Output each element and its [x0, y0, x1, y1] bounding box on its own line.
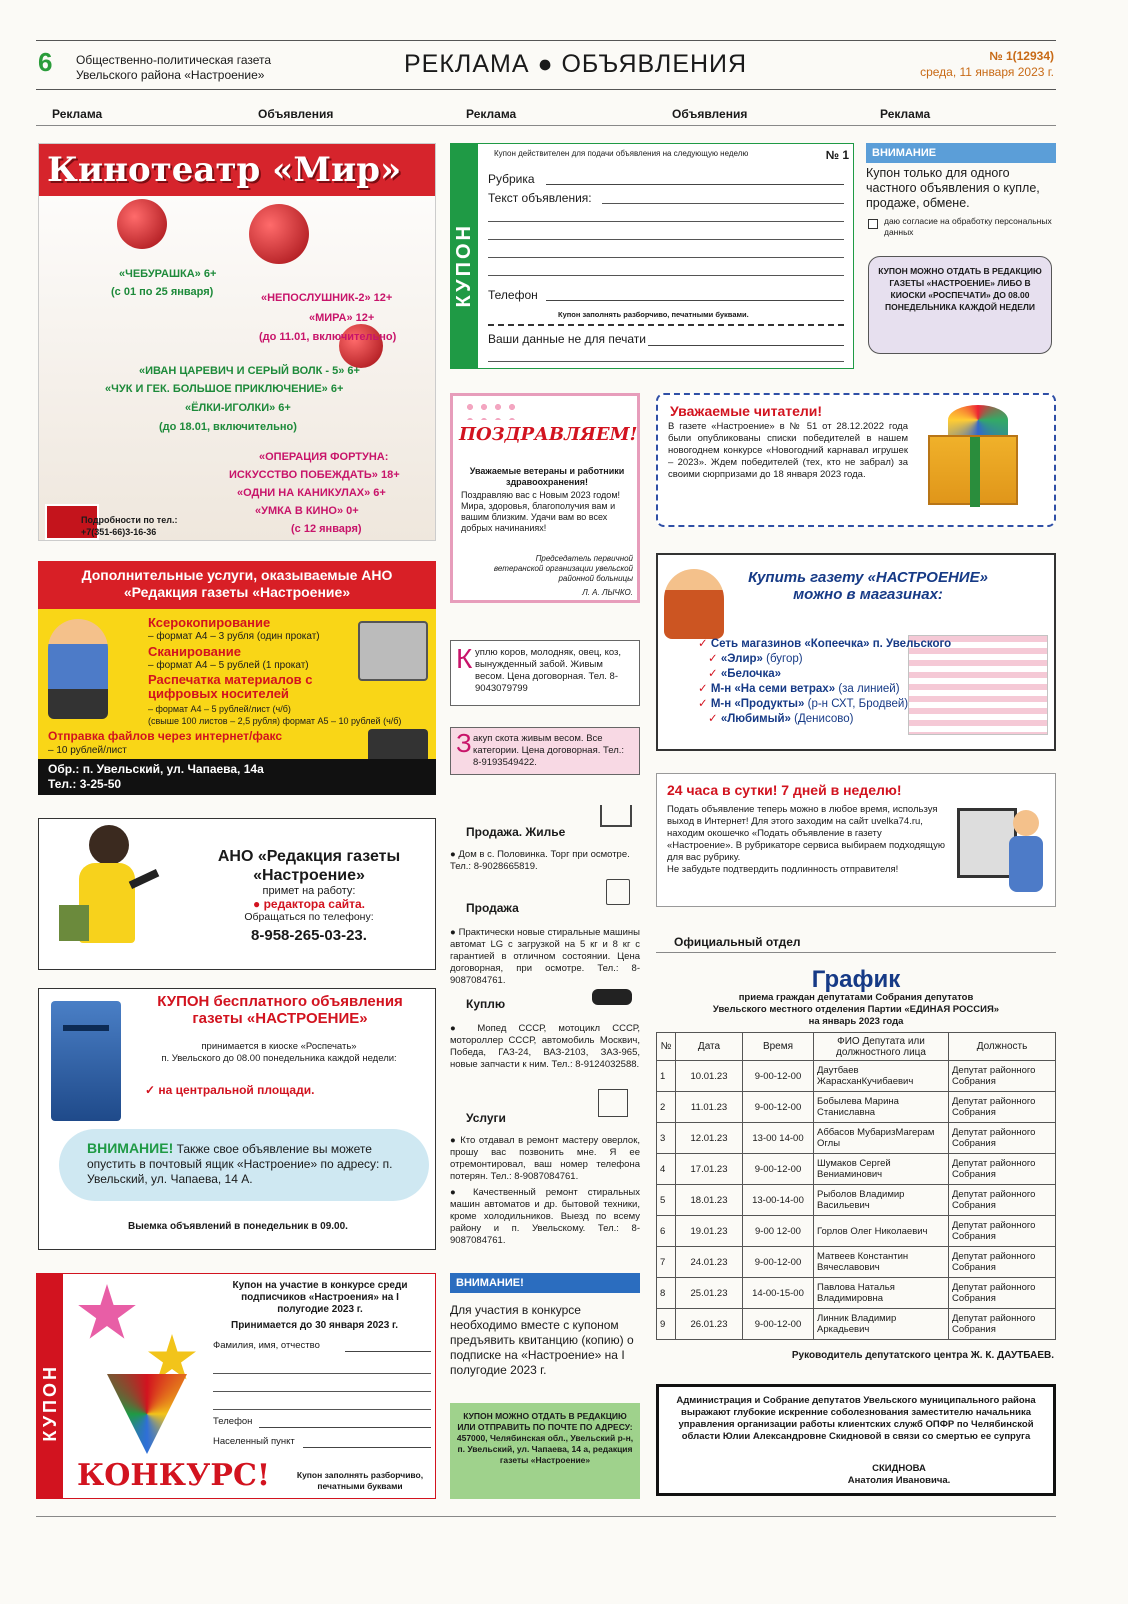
rubric-tab: Объявления [672, 107, 748, 121]
ad-coupon [450, 143, 1056, 371]
coupon-validity-note: Купон действителен для подачи объявления на следующую неделю [494, 149, 749, 158]
contest-title: Купон на участие в конкурсе среди подписчиков «Настроения» на I полугодие 2023 г. [232, 1280, 408, 1315]
cell: 7 [657, 1247, 676, 1278]
cell: 9-00 12-00 [743, 1216, 814, 1247]
contest-deadline: Принимается до 30 января 2023 г. [231, 1320, 398, 1331]
vacancy-position: ● редактора сайта. [252, 897, 366, 911]
cell: 2 [657, 1092, 676, 1123]
cell: 5 [657, 1185, 676, 1216]
cinema-contact: Подробности по тел.: +7(351-66)3-16-36 [81, 515, 178, 537]
private-data-lines[interactable] [488, 344, 844, 362]
cell: Матвеев Константин Вячеславович [814, 1247, 949, 1278]
cell: 3 [657, 1123, 676, 1154]
table-row [657, 1154, 1056, 1185]
coupon-attention-text: Купон только для одного частного объявления о купле, продаже, обмене. [866, 166, 1040, 210]
private-data-label: Ваши данные не для печати [488, 332, 647, 346]
listing-rubric: Продажа. Жилье [466, 825, 566, 839]
listing-item: ● Мопед СССР, мотоцикл СССР, мотороллер СССР, автомобиль Москвич, Победа, ГАЗ-24, ВАЗ-2103, ЗАЗ-965, новые запчасти к ним. Тел.: 8-9124032588. [450, 1023, 640, 1070]
congrats-body: Поздравляю вас с Новым 2023 годом! Мира, здоровья, благополучия вам и вашим близким. Удачи вам во всех добрых начинаниях! [461, 490, 621, 533]
paper-name-line2: Увельского района «Настроение» [76, 68, 265, 82]
listing-rubric: Продажа [466, 901, 519, 915]
confetti-icon [948, 405, 1008, 435]
services-ad [38, 561, 436, 795]
services-title: Дополнительные услуги, оказываемые АНО «Редакция газеты «Настроение» [38, 561, 436, 609]
star-icon [77, 1284, 137, 1344]
house-icon [600, 805, 632, 827]
shop-item: ✓ «Элир» (бугор) [708, 653, 803, 665]
cinema-ad [38, 143, 436, 541]
phone-label: Телефон [488, 288, 538, 302]
film: «ЁЛКИ-ИГОЛКИ» 6+ [185, 402, 291, 414]
service-price: – формат А4 – 5 рублей (1 прокат) [148, 660, 309, 671]
free-coupon-pickup: Выемка объявлений в понедельник в 09.00. [128, 1221, 348, 1232]
col-header: ФИО Депутата или должностного лица [814, 1033, 949, 1061]
cell: 12.01.23 [676, 1123, 743, 1154]
congrats-signer: Л. А. ЛЫЧКО. [582, 588, 633, 597]
cell: 14-00-15-00 [743, 1278, 814, 1309]
cell: 13-00-14-00 [743, 1185, 814, 1216]
schedule-subtitle: приема граждан депутатами Собрания депутатов Увельского местного отделения Партии «ЕДИНАЯ РОССИЯ» на январь 2023 года [712, 992, 1000, 1027]
table-row [657, 1216, 1056, 1247]
issue-number: № 1(12934) [989, 49, 1054, 63]
cell: 19.01.23 [676, 1216, 743, 1247]
shop-item: ✓ «Белочка» [708, 668, 782, 680]
phone-field[interactable] [546, 300, 844, 301]
classified-small [450, 640, 640, 706]
ad-text-field[interactable] [602, 186, 844, 204]
mailbox-icon [51, 1001, 121, 1121]
free-coupon-accepted: принимается в киоске «Роспечать» п. Увельского до 08.00 понедельника каждой недели: [161, 1041, 397, 1064]
cell: Депутат районного Собрания [949, 1123, 1056, 1154]
listing-item: ● Кто отдавал в ремонт мастеру оверлок, прошу вас позвонить мне. Я ее отремонтировал, ваш номер телефона потерян. Тел.: 8-9087084761. [450, 1135, 640, 1182]
condolence-notice [656, 1384, 1056, 1496]
col-header: Время [743, 1033, 814, 1061]
official-section [656, 932, 1056, 1368]
film-dates: (с 12 января) [291, 523, 362, 535]
cell: Депутат районного Собрания [949, 1216, 1056, 1247]
congrats-heading: Уважаемые ветераны и работники здравоохранения! [469, 466, 625, 487]
online-body: Подать объявление теперь можно в любое время, используя выход в Интернет! Для этого заходим на сайт uvelka74.ru, находим окошечко «Подать объявление в газету «Настроение». В рубрикаторе сервиса выбираем подходящую для вас рубрику. Не забудьте подтвердить подлинность отправителя! [667, 804, 945, 875]
page-number: 6 [38, 47, 53, 77]
film-dates: (до 18.01, включительно) [159, 421, 297, 433]
rubric-label: Рубрика [488, 172, 535, 186]
vacancy-phone: 8-958-265-03-23. [251, 927, 367, 944]
condolence-body: Администрация и Собрание депутатов Увельского муниципального района выражают глубокие искренние соболезнования заместителю начальника управления организации работы клиентских служб ОПФР по Челябинской области Юлии Александровне Скидновой в связи со смертью ее супруга [676, 1395, 1036, 1442]
cell: Депутат районного Собрания [949, 1092, 1056, 1123]
shop-item: ✓ «Любимый» (Денисово) [708, 713, 854, 725]
coupon-number: № 1 [825, 148, 849, 162]
film: «ОПЕРАЦИЯ ФОРТУНА: [259, 451, 389, 463]
congrats-title: ПОЗДРАВЛЯЕМ! [459, 424, 638, 445]
readers-body: В газете «Настроение» в № 51 от 28.12.2022 года были опубликованы списки победителей в нашем новогоднем конкурсе «Новогодний карнавал игрушек – 2023». Ждем победителей (тех, кто не забрал) за своими сюрпризами до 18 января 2023 года. [668, 421, 908, 480]
printer-icon [358, 621, 428, 681]
cell: 9-00-12-00 [743, 1309, 814, 1340]
cell: 6 [657, 1216, 676, 1247]
film-dates: (до 11.01, включительно) [259, 331, 397, 343]
contest-note-title: ВНИМАНИЕ! [456, 1277, 524, 1289]
cell: 9-00-12-00 [743, 1061, 814, 1092]
dashed-divider [488, 324, 844, 326]
table-row [657, 1061, 1056, 1092]
film: «УМКА В КИНО» 0+ [255, 505, 359, 517]
firework-cone-icon [107, 1374, 187, 1454]
contest-coupon [36, 1273, 436, 1499]
shop-list [698, 637, 1028, 727]
service-name: Распечатка материалов с цифровых носителей [148, 672, 313, 701]
worker-illustration-icon [48, 619, 108, 719]
cell: 1 [657, 1061, 676, 1092]
film: «МИРА» 12+ [309, 312, 375, 324]
cell: 9 [657, 1309, 676, 1340]
bottom-rule [36, 1516, 1056, 1517]
free-coupon-title: КУПОН бесплатного объявления газеты «НАСТРОЕНИЕ» [157, 993, 403, 1027]
service-price: – 10 рублей/лист [48, 745, 127, 756]
cell: Депутат районного Собрания [949, 1278, 1056, 1309]
ornament-icon [117, 199, 167, 249]
col-header: Дата [676, 1033, 743, 1061]
vacancy-title: АНО «Редакция газеты «Настроение» [217, 848, 401, 884]
listing-item: ● Дом в с. Половинка. Торг при осмотре. Тел.: 8-9028665819. [450, 849, 630, 872]
paper-name-line1: Общественно-политическая газета [76, 53, 272, 67]
contest-note-submit: КУПОН МОЖНО ОТДАТЬ В РЕДАКЦИЮ ИЛИ ОТПРАВИТЬ ПО ПОЧТЕ ПО АДРЕСУ: 457000, Челябинская обл., Увельский р-н, п. Увельский, ул. Чапаева, 14 а, редакция газеты «Настроение» [450, 1403, 640, 1499]
newspaper-boy-icon [664, 569, 724, 639]
rubric-tab: Объявления [258, 107, 334, 121]
cell: 26.01.23 [676, 1309, 743, 1340]
listing-rubric: Куплю [466, 997, 506, 1011]
shop-item: ✓ М-н «На семи ветрах» (за линией) [698, 683, 900, 695]
ad-text-lines[interactable] [488, 204, 844, 276]
service-name: Ксерокопирование [148, 615, 271, 630]
consent-label: даю согласие на обработку персональных данных [884, 216, 1052, 237]
drop-cap: К [456, 643, 473, 674]
rubric-tab: Реклама [880, 107, 931, 121]
journalist-icon [49, 825, 169, 965]
readers-title: Уважаемые читатели! [670, 403, 823, 419]
buy-paper-title: Купить газету «НАСТРОЕНИЕ» можно в магазинах: [748, 569, 988, 603]
contest-name-field[interactable] [345, 1351, 431, 1352]
classified-small [450, 727, 640, 775]
table-row [657, 1309, 1056, 1340]
attention-title-text: ВНИМАНИЕ [872, 147, 937, 159]
col-header: № [657, 1033, 676, 1061]
contest-side-bar [37, 1274, 63, 1498]
film: «ЧЕБУРАШКА» 6+ [119, 268, 217, 280]
section-title: РЕКЛАМА ● ОБЪЯВЛЕНИЯ [404, 50, 748, 78]
contest-name-lines[interactable] [213, 1356, 431, 1410]
attention-word: ВНИМАНИЕ! [87, 1140, 174, 1156]
rubric-tab: Реклама [52, 107, 103, 121]
classified-text: акуп скота живым весом. Все категории. Цена договорная. Тел.: 8-9193549422. [473, 733, 625, 768]
listing-item: ● Практически новые стиральные машины автомат LG с загрузкой на 5 кг и 8 кг с гарантией в отличном состоянии. Цена договорная, при осмотре. Тел.: 8-9087084761. [450, 927, 640, 986]
cell: 10.01.23 [676, 1061, 743, 1092]
cell: Шумаков Сергей Вениаминович [814, 1154, 949, 1185]
ad-text-label: Текст объявления: [488, 191, 592, 205]
cell: Депутат районного Собрания [949, 1185, 1056, 1216]
cell: Павлова Наталья Владимировна [814, 1278, 949, 1309]
cow-icon [592, 989, 632, 1005]
coupon-vertical-label: КУПОН [453, 223, 475, 308]
drop-cap: З [456, 728, 472, 758]
contest-note-title-bar [450, 1273, 640, 1293]
online-title: 24 часа в сутки! 7 дней в неделю! [667, 782, 902, 798]
service-price: – формат А4 – 5 рублей/лист (ч/б) (свыше 100 листов – 2,5 рубля) формат А5 – 10 рублей (ч/б) [148, 704, 402, 726]
flower-icon [463, 400, 523, 420]
gift-box-icon [928, 435, 1018, 505]
attention-text: Также свое объявление вы можете опустить в почтовый ящик «Настроение» по адресу: п. Увельский, ул. Чапаева, 14 А. [87, 1142, 393, 1186]
table-row [657, 1247, 1056, 1278]
listing-item: ● Качественный ремонт стиральных машин автоматов и др. бытовой техники, кроме холодильников. Выезд по всему району и п. Увельскому. Тел.: 8-9087084761. [450, 1187, 640, 1246]
contest-fill-note: Купон заполнять разборчиво, печатными буквами [296, 1470, 424, 1491]
cell: 18.01.23 [676, 1185, 743, 1216]
coupon-attention-title [866, 143, 1056, 163]
free-coupon-ad [38, 988, 436, 1250]
shop-item: ✓ М-н «Продукты» (р-н СХТ, Бродвей) [698, 698, 909, 710]
cell: Аббасов МубаризМагерам Оглы [814, 1123, 949, 1154]
contest-note [450, 1273, 640, 1499]
cell: Депутат районного Собрания [949, 1309, 1056, 1340]
washing-machine-icon [606, 879, 630, 905]
listings-column [450, 805, 640, 1255]
cell: Бобылева Марина Станиславна [814, 1092, 949, 1123]
cell: Депутат районного Собрания [949, 1154, 1056, 1185]
classified-text: уплю коров, молодняк, овец, коз, вынужденный забой. Живым весом. Цена договорная. Тел. 8-9043079799 [475, 647, 622, 694]
film: ИСКУССТВО ПОБЕЖДАТЬ» 18+ [229, 469, 400, 481]
free-coupon-place: ✓ на центральной площади. [145, 1083, 315, 1097]
schedule-table-wrap [656, 1032, 1056, 1340]
readers-notice [656, 393, 1056, 527]
film: «ЧУК И ГЕК. БОЛЬШОЕ ПРИКЛЮЧЕНИЕ» 6+ [105, 383, 344, 395]
ornament-icon [249, 204, 309, 264]
film: «ИВАН ЦАРЕВИЧ И СЕРЫЙ ВОЛК - 5» 6+ [139, 365, 360, 377]
cell: 13-00 14-00 [743, 1123, 814, 1154]
condolence-name: СКИДНОВА Анатолия Ивановича. [847, 1463, 951, 1486]
service-price: – формат А4 – 3 рубля (один прокат) [148, 631, 320, 642]
coupon-side-bar [450, 143, 478, 369]
cell: 17.01.23 [676, 1154, 743, 1185]
cell: Линник Владимир Аркадьевич [814, 1309, 949, 1340]
free-coupon-attention [59, 1129, 429, 1201]
tools-icon [598, 1089, 628, 1117]
vacancy-ad [38, 818, 436, 970]
cinema-film-list [39, 268, 436, 538]
cell: 24.01.23 [676, 1247, 743, 1278]
col-header: Должность [949, 1033, 1056, 1061]
contest-phone-field[interactable] [259, 1427, 431, 1428]
service-name: Сканирование [148, 644, 241, 659]
film: «НЕПОСЛУШНИК-2» 12+ [261, 292, 393, 304]
vacancy-line1: примет на работу: [262, 885, 356, 897]
rubric-field[interactable] [546, 184, 844, 185]
fax-icon [368, 729, 428, 763]
buy-paper-ad [656, 553, 1056, 751]
cinema-title: Кинотеатр «Мир» [47, 150, 402, 190]
table-row [657, 1092, 1056, 1123]
issue-date: среда, 11 января 2023 г. [920, 65, 1054, 79]
contest-phone-label: Телефон [213, 1416, 253, 1427]
cell: Горлов Олег Николаевич [814, 1216, 949, 1247]
congrats-signature: Председатель первичной ветеранской организации увельской районной больницы [493, 554, 633, 583]
coupon-form [478, 143, 854, 369]
official-divider [656, 952, 1056, 953]
online-ad [656, 773, 1056, 907]
cell: 9-00-12-00 [743, 1154, 814, 1185]
rubric-tab: Реклама [466, 107, 517, 121]
film: «ОДНИ НА КАНИКУЛАХ» 6+ [237, 487, 386, 499]
congrats-ad [450, 393, 640, 603]
cell: 4 [657, 1154, 676, 1185]
table-row [657, 1278, 1056, 1309]
shop-item: ✓ Сеть магазинов «Копеечка» п. Увельского [698, 638, 952, 650]
cell: Депутат районного Собрания [949, 1247, 1056, 1278]
table-row [657, 1185, 1056, 1216]
page-header [36, 40, 1056, 90]
table-row [657, 1123, 1056, 1154]
contest-name-label: Фамилия, имя, отчество [213, 1340, 320, 1351]
cell: Рыболов Владимир Васильевич [814, 1185, 949, 1216]
cell: 11.01.23 [676, 1092, 743, 1123]
listing-rubric: Услуги [466, 1111, 506, 1125]
service-name: Отправка файлов через интернет/факс [48, 729, 283, 743]
vacancy-line2: Обращаться по телефону: [244, 911, 374, 923]
services-footer [38, 759, 436, 795]
contest-locality-label: Населенный пункт [213, 1436, 295, 1447]
rubric-tabs [36, 104, 1056, 126]
coupon-fill-note: Купон заполнять разборчиво, печатными буквами. [558, 310, 749, 319]
official-section-title: Официальный отдел [674, 935, 801, 949]
contest-vertical-label: КУПОН [40, 1364, 60, 1442]
cell: 9-00-12-00 [743, 1092, 814, 1123]
cell: 9-00-12-00 [743, 1247, 814, 1278]
schedule-title: График [811, 966, 901, 993]
schedule-footer: Руководитель депутатского центра Ж. К. ДАУТБАЕВ. [791, 1350, 1054, 1361]
cell: Депутат районного Собрания [949, 1061, 1056, 1092]
contest-note-body: Для участия в конкурсе необходимо вместе с купоном предъявить квитанцию (копию) о подписке на «Настроение» на I полугодие 2023 г. [450, 1303, 634, 1377]
consent-checkbox[interactable] [868, 219, 878, 229]
man-with-laptop-icon [957, 802, 1047, 898]
cell: Даутбаев ЖарасханКучибаевич [814, 1061, 949, 1092]
contest-locality-field[interactable] [303, 1447, 431, 1448]
coupon-submit-note: КУПОН МОЖНО ОТДАТЬ В РЕДАКЦИЮ ГАЗЕТЫ «НАСТРОЕНИЕ» ЛИБО В КИОСКИ «РОСПЕЧАТИ» ДО 08.00 ПОНЕДЕЛЬНИКА КАЖДОЙ НЕДЕЛИ [868, 256, 1052, 354]
schedule-table [656, 1032, 1056, 1340]
contest-big-word: КОНКУРС! [77, 1458, 271, 1493]
services-phone: Тел.: 3-25-50 [48, 777, 122, 791]
cell: 25.01.23 [676, 1278, 743, 1309]
cell: 8 [657, 1278, 676, 1309]
film-dates: (с 01 по 25 января) [111, 286, 214, 298]
services-address: Обр.: п. Увельский, ул. Чапаева, 14а [48, 762, 264, 776]
